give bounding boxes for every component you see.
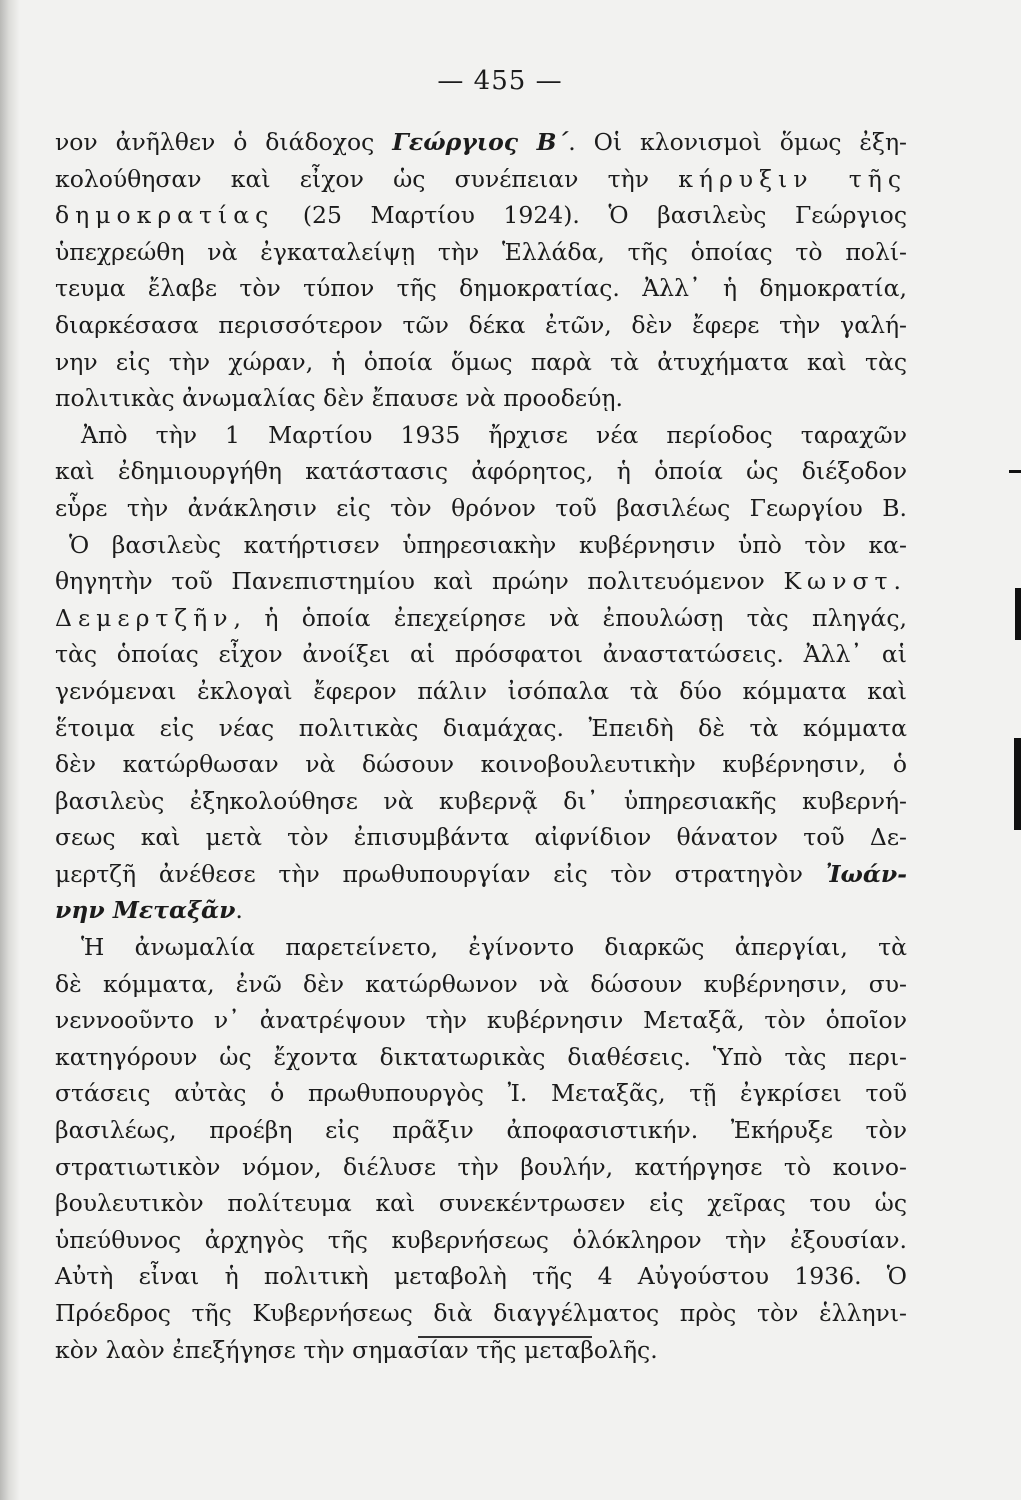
text-line [55, 1075, 907, 1112]
text-line [55, 892, 907, 929]
body-text [55, 124, 907, 1368]
text-line [55, 344, 907, 381]
text-run: σεως καὶ μετὰ τὸν ἐπισυμβάντα αἰφνίδιον θάνατον τοῦ Δε- [55, 823, 907, 852]
text-run: δὲν κατώρθωσαν νὰ δώσουν κοινοβουλευτικὴν κυβέρνησιν, ὁ [55, 750, 907, 779]
text-run: καὶ ἐδημιουργήθη κατάστασις ἀφόρητος, ἡ ὁποία ὡς διέξοδον [55, 457, 907, 486]
text-run: βασιλεὺς ἐξηκολούθησε νὰ κυβερνᾷ δι᾽ ὑπηρεσιακῆς κυβερνή- [55, 786, 907, 815]
text-line [55, 673, 907, 710]
text-run: Αὐτὴ εἶναι ἡ πολιτικὴ μεταβολὴ τῆς 4 Αὐγούστου 1936. Ὁ [55, 1262, 907, 1291]
text-run: ἕτοιμα εἰς νέας πολιτικὰς διαμάχας. Ἐπειδὴ δὲ τὰ κόμματα [55, 713, 907, 742]
text-line [55, 124, 907, 161]
text-run: νεννοοῦντο ν᾽ ἀνατρέψουν τὴν κυβέρνησιν Μεταξᾶ, τὸν ὁποῖον [55, 1006, 907, 1035]
text-run: διαρκέσασα περισσότερον τῶν δέκα ἐτῶν, δὲν ἔφερε τὴν γαλή- [55, 310, 907, 339]
text-run: στάσεις αὐτὰς ὁ πρωθυπουργὸς Ἰ. Μεταξᾶς, τῇ ἐγκρίσει τοῦ [55, 1079, 907, 1108]
text-run: Πρόεδρος τῆς Κυβερνήσεως διὰ διαγγέλματος πρὸς τὸν ἑλληνι- [55, 1299, 907, 1327]
spaced-text: κήρυξιν τῆς [678, 164, 907, 193]
text-run: πολιτικὰς ἀνωμαλίας δὲν ἔπαυσε νὰ προοδεύῃ. [55, 384, 623, 413]
text-run: ὑπεχρεώθη νὰ ἐγκαταλείψῃ τὴν Ἑλλάδα, τῆς ὁποίας τὸ πολί- [55, 237, 907, 266]
bold-name: Γεώργιος Β΄ [392, 128, 569, 156]
text-run: . [235, 896, 243, 925]
text-line [55, 819, 907, 856]
text-line [55, 856, 907, 893]
text-run: μερτζῆ ἀνέθεσε τὴν πρωθυπουργίαν εἰς τὸν στρατηγὸν [55, 859, 826, 888]
text-run: (25 Μαρτίου 1924). Ὁ βασιλεὺς Γεώργιος [274, 201, 907, 230]
spaced-text: Κωνστ. [783, 567, 907, 596]
text-run: εὗρε τὴν ἀνάκλησιν εἰς τὸν θρόνον τοῦ βασιλέως Γεωργίου Β. [55, 493, 907, 522]
binding-shadow [0, 0, 20, 1500]
text-run: Ἡ ἀνωμαλία παρετείνετο, ἐγίνοντο διαρκῶς ἀπεργίαι, τὰ [81, 933, 907, 962]
text-line [55, 453, 907, 490]
text-line [55, 527, 907, 564]
text-line [55, 234, 907, 271]
text-line [55, 307, 907, 344]
text-line [55, 746, 907, 783]
text-line [55, 966, 907, 1003]
text-run: Ὁ βασιλεὺς κατήρτισεν ὑπηρεσιακὴν κυβέρνησιν ὑπὸ τὸν κα- [69, 530, 907, 559]
spaced-text: Δεμερτζῆν [55, 603, 234, 632]
edge-mark [1015, 588, 1021, 640]
text-run: στρατιωτικὸν νόμον, διέλυσε τὴν βουλήν, κατήργησε τὸ κοινο- [55, 1152, 907, 1181]
text-run: κὸν λαὸν ἐπεξήγησε τὴν σημασίαν τῆς μεταβολῆς. [55, 1335, 658, 1364]
bold-name: Ἰωάν- [825, 859, 907, 888]
text-run: βουλευτικὸν πολίτευμα καὶ συνεκέντρωσεν εἰς χεῖρας του ὡς [55, 1189, 907, 1218]
text-line [55, 1258, 907, 1295]
text-run: , ἡ ὁποία ἐπεχείρησε νὰ ἐπουλώσῃ τὰς πληγάς, [233, 603, 907, 632]
text-line [55, 1295, 907, 1332]
text-run: δὲ κόμματα, ἐνῶ δὲν κατώρθωνον νὰ δώσουν κυβέρνησιν, συ- [55, 969, 907, 998]
text-run: ὑπεύθυνος ἀρχηγὸς τῆς κυβερνήσεως ὁλόκληρον τὴν ἐξουσίαν. [55, 1225, 907, 1254]
text-line [55, 563, 907, 600]
text-line [55, 1185, 907, 1222]
text-line [55, 1112, 907, 1149]
end-rule [418, 1336, 592, 1338]
text-run: τὰς ὁποίας εἶχον ἀνοίξει αἱ πρόσφατοι ἀναστατώσεις. Ἀλλ᾽ αἱ [55, 640, 907, 669]
text-line [55, 1222, 907, 1259]
text-line [55, 161, 907, 198]
text-line [55, 1039, 907, 1076]
text-line [55, 197, 907, 234]
text-run: νην εἰς τὴν χώραν, ἡ ὁποία ὅμως παρὰ τὰ ἀτυχήματα καὶ τὰς [55, 347, 907, 376]
page-number: — 455 — [437, 66, 563, 96]
text-line [55, 783, 907, 820]
bold-name: νην Μεταξᾶν [55, 896, 236, 925]
text-run: τευμα ἔλαβε τὸν τύπον τῆς δημοκρατίας. Ἀλλ᾽ ἡ δημοκρατία, [55, 274, 907, 303]
text-line [55, 270, 907, 307]
spaced-text: δημοκρατίας [55, 201, 275, 230]
text-run: νον ἀνῆλθεν ὁ διάδοχος [55, 128, 393, 156]
text-line [55, 600, 907, 637]
text-line [55, 710, 907, 747]
text-line [55, 417, 907, 454]
text-line [55, 1002, 907, 1039]
text-run: βασιλέως, προέβη εἰς πρᾶξιν ἀποφασιστικήν. Ἐκήρυξε τὸν [55, 1116, 907, 1145]
text-run: . Οἱ κλονισμοὶ ὅμως ἐξη- [568, 128, 907, 156]
text-run: κατηγόρουν ὡς ἔχοντα δικτατωρικὰς διαθέσεις. Ὑπὸ τὰς περι- [55, 1042, 907, 1071]
text-line [55, 636, 907, 673]
text-line [55, 929, 907, 966]
text-run: γενόμεναι ἐκλογαὶ ἔφερον πάλιν ἰσόπαλα τὰ δύο κόμματα καὶ [55, 676, 907, 705]
edge-mark [1009, 470, 1021, 473]
text-run: Ἀπὸ τὴν 1 Μαρτίου 1935 ἤρχισε νέα περίοδος ταραχῶν [81, 420, 907, 449]
text-run: κολούθησαν καὶ εἶχον ὡς συνέπειαν τὴν [55, 164, 679, 193]
text-line [55, 1149, 907, 1186]
text-line [55, 380, 907, 417]
edge-mark [1014, 738, 1021, 830]
text-line [55, 490, 907, 527]
text-run: θηγητὴν τοῦ Πανεπιστημίου καὶ πρώην πολιτευόμενον [55, 567, 784, 596]
